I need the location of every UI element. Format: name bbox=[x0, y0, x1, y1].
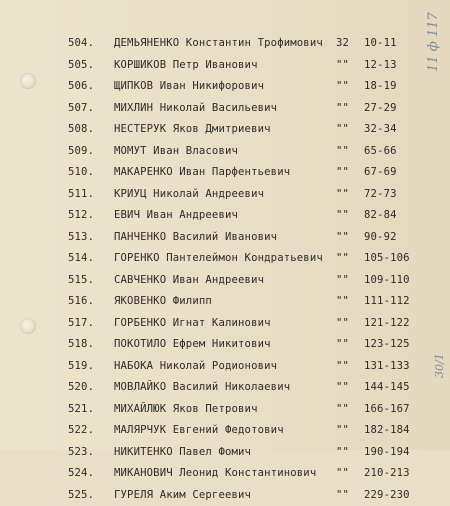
entry-mark: "" bbox=[336, 55, 358, 77]
entry-name: ГОРБЕНКО Игнат Калинович bbox=[114, 313, 271, 335]
entry-name: ПАНЧЕНКО Василий Иванович bbox=[114, 227, 277, 249]
entry-name: МОМУТ Иван Власович bbox=[114, 141, 238, 163]
entry-number: 507. bbox=[68, 98, 114, 120]
list-item bbox=[0, 98, 450, 120]
list-item bbox=[0, 55, 450, 77]
entry-pages: 12-13 bbox=[364, 55, 422, 77]
list-item bbox=[0, 227, 450, 249]
entry-pages: 131-133 bbox=[364, 356, 422, 378]
entry-name: ГУРЕЛЯ Аким Сергеевич bbox=[114, 485, 251, 506]
entry-mark: "" bbox=[336, 313, 358, 335]
list-item bbox=[0, 33, 450, 55]
list-item bbox=[0, 442, 450, 464]
entry-name: ЩИПКОВ Иван Никифорович bbox=[114, 76, 264, 98]
entry-mark: "" bbox=[336, 141, 358, 163]
list-item bbox=[0, 463, 450, 485]
entry-name: МОВЛАЙКО Василий Николаевич bbox=[114, 377, 290, 399]
entry-number: 508. bbox=[68, 119, 114, 141]
entry-name: МИХАЙЛЮК Яков Петрович bbox=[114, 399, 258, 421]
entry-pages: 182-184 bbox=[364, 420, 422, 442]
entry-pages: 210-213 bbox=[364, 463, 422, 485]
entry-mark: "" bbox=[336, 485, 358, 506]
entry-pages: 90-92 bbox=[364, 227, 422, 249]
entry-number: 510. bbox=[68, 162, 114, 184]
entry-number: 525. bbox=[68, 485, 114, 506]
entry-name: МИХЛИН Николай Васильевич bbox=[114, 98, 277, 120]
entry-pages: 105-106 bbox=[364, 248, 422, 270]
entry-mark: "" bbox=[336, 356, 358, 378]
entry-pages: 109-110 bbox=[364, 270, 422, 292]
entry-pages: 82-84 bbox=[364, 205, 422, 227]
list-item bbox=[0, 420, 450, 442]
list-item bbox=[0, 485, 450, 506]
entry-pages: 123-125 bbox=[364, 334, 422, 356]
entry-name: ПОКОТИЛО Ефрем Никитович bbox=[114, 334, 271, 356]
list-item bbox=[0, 205, 450, 227]
entry-mark: "" bbox=[336, 162, 358, 184]
entry-number: 506. bbox=[68, 76, 114, 98]
entry-name: ГОРЕНКО Пантелеймон Кондратьевич bbox=[114, 248, 323, 270]
list-item bbox=[0, 162, 450, 184]
entry-mark: "" bbox=[336, 98, 358, 120]
entry-number: 509. bbox=[68, 141, 114, 163]
entry-number: 512. bbox=[68, 205, 114, 227]
entry-number: 521. bbox=[68, 399, 114, 421]
entry-name: ДЕМЬЯНЕНКО Константин Трофимович bbox=[114, 33, 323, 55]
entry-name: МИКАНОВИЧ Леонид Константинович bbox=[114, 463, 316, 485]
list-item bbox=[0, 184, 450, 206]
handwritten-annotation-top: 11 ф 117 bbox=[426, 12, 441, 72]
entry-mark: "" bbox=[336, 463, 358, 485]
entry-number: 519. bbox=[68, 356, 114, 378]
entry-mark: "" bbox=[336, 76, 358, 98]
handwritten-annotation-bottom: 30/1 bbox=[433, 353, 446, 378]
entry-pages: 67-69 bbox=[364, 162, 422, 184]
entry-mark: "" bbox=[336, 334, 358, 356]
name-list bbox=[0, 33, 450, 506]
entry-name: НЕСТЕРУК Яков Дмитриевич bbox=[114, 119, 271, 141]
entry-name: НИКИТЕНКО Павел Фомич bbox=[114, 442, 251, 464]
entry-name: КОРШИКОВ Петр Иванович bbox=[114, 55, 258, 77]
entry-number: 513. bbox=[68, 227, 114, 249]
entry-name: НАБОКА Николай Родионович bbox=[114, 356, 277, 378]
entry-mark: "" bbox=[336, 399, 358, 421]
entry-mark: "" bbox=[336, 420, 358, 442]
entry-number: 504. bbox=[68, 33, 114, 55]
entry-pages: 111-112 bbox=[364, 291, 422, 313]
entry-pages: 229-230 bbox=[364, 485, 422, 506]
entry-pages: 190-194 bbox=[364, 442, 422, 464]
entry-name: ЯКОВЕНКО Филипп bbox=[114, 291, 212, 313]
entry-mark: "" bbox=[336, 227, 358, 249]
entry-pages: 27-29 bbox=[364, 98, 422, 120]
entry-pages: 121-122 bbox=[364, 313, 422, 335]
entry-number: 515. bbox=[68, 270, 114, 292]
list-item bbox=[0, 313, 450, 335]
entry-pages: 166-167 bbox=[364, 399, 422, 421]
entry-number: 514. bbox=[68, 248, 114, 270]
entry-pages: 144-145 bbox=[364, 377, 422, 399]
entry-mark: "" bbox=[336, 184, 358, 206]
entry-number: 505. bbox=[68, 55, 114, 77]
entry-number: 524. bbox=[68, 463, 114, 485]
entry-mark: "" bbox=[336, 270, 358, 292]
list-item bbox=[0, 141, 450, 163]
list-item bbox=[0, 270, 450, 292]
list-item bbox=[0, 119, 450, 141]
entry-number: 518. bbox=[68, 334, 114, 356]
list-item bbox=[0, 76, 450, 98]
entry-number: 522. bbox=[68, 420, 114, 442]
entry-mark: "" bbox=[336, 248, 358, 270]
entry-pages: 65-66 bbox=[364, 141, 422, 163]
entry-number: 520. bbox=[68, 377, 114, 399]
entry-mark: "" bbox=[336, 291, 358, 313]
entry-name: САВЧЕНКО Иван Андреевич bbox=[114, 270, 264, 292]
entry-mark: 32 bbox=[336, 33, 358, 55]
entry-pages: 10-11 bbox=[364, 33, 422, 55]
entry-number: 523. bbox=[68, 442, 114, 464]
entry-name: МАКАРЕНКО Иван Парфентьевич bbox=[114, 162, 290, 184]
entry-pages: 18-19 bbox=[364, 76, 422, 98]
entry-number: 517. bbox=[68, 313, 114, 335]
entry-name: ЕВИЧ Иван Андреевич bbox=[114, 205, 238, 227]
entry-mark: "" bbox=[336, 442, 358, 464]
entry-mark: "" bbox=[336, 119, 358, 141]
entry-name: КРИУЦ Николай Андреевич bbox=[114, 184, 264, 206]
list-item bbox=[0, 377, 450, 399]
list-item bbox=[0, 399, 450, 421]
entry-number: 516. bbox=[68, 291, 114, 313]
entry-mark: "" bbox=[336, 205, 358, 227]
entry-pages: 32-34 bbox=[364, 119, 422, 141]
list-item bbox=[0, 248, 450, 270]
entry-mark: "" bbox=[336, 377, 358, 399]
entry-name: МАЛЯРЧУК Евгений Федотович bbox=[114, 420, 284, 442]
entry-pages: 72-73 bbox=[364, 184, 422, 206]
list-item bbox=[0, 334, 450, 356]
list-item bbox=[0, 291, 450, 313]
entry-number: 511. bbox=[68, 184, 114, 206]
list-item bbox=[0, 356, 450, 378]
